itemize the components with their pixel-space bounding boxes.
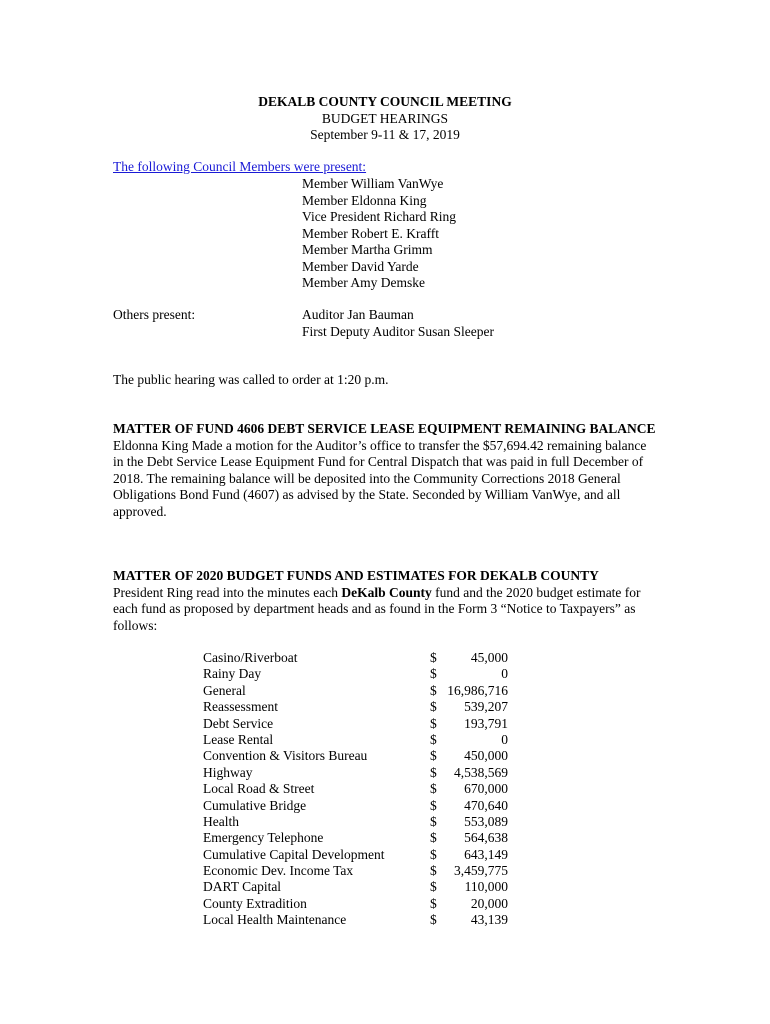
fund-row xyxy=(203,896,508,912)
fund-amount: 564,638 xyxy=(464,830,508,846)
fund-name: General xyxy=(203,682,246,698)
fund-currency: $ xyxy=(430,895,437,911)
member-item: Member Eldonna King xyxy=(302,192,427,208)
fund-name: Debt Service xyxy=(203,715,274,731)
fund-currency: $ xyxy=(430,764,437,780)
fund-currency: $ xyxy=(430,797,437,813)
body-text: fund and the 2020 budget estimate for each fund as proposed by department heads and as found in the Form 3 “Notice to Taxpayers” as follows: xyxy=(113,584,641,633)
fund-name: Health xyxy=(203,813,239,829)
fund-currency: $ xyxy=(430,781,437,797)
fund-currency: $ xyxy=(430,666,437,682)
document-header xyxy=(0,94,770,144)
fund-name: Cumulative Capital Development xyxy=(203,846,385,862)
other-item: First Deputy Auditor Susan Sleeper xyxy=(302,323,494,339)
fund-name: Reassessment xyxy=(203,699,278,715)
fund-name: Rainy Day xyxy=(203,666,262,682)
fund-row xyxy=(203,912,508,928)
call-to-order-text: The public hearing was called to order at 1:20 p.m. xyxy=(113,372,389,387)
fund-row xyxy=(203,814,508,830)
member-item: Member Robert E. Krafft xyxy=(302,225,439,241)
fund-name: Lease Rental xyxy=(203,731,274,747)
section-fund-4606 xyxy=(113,421,658,520)
others-list xyxy=(302,307,494,340)
fund-currency: $ xyxy=(430,912,437,928)
fund-name: DART Capital xyxy=(203,879,282,895)
fund-name: Highway xyxy=(203,764,253,780)
fund-amount: 643,149 xyxy=(464,846,508,862)
section-body xyxy=(113,585,658,635)
body-bold-text: DeKalb County xyxy=(341,584,432,600)
fund-amount: 45,000 xyxy=(470,650,508,665)
fund-currency: $ xyxy=(430,748,437,764)
fund-currency: $ xyxy=(430,650,437,665)
fund-currency: $ xyxy=(430,715,437,731)
fund-currency: $ xyxy=(430,830,437,846)
present-members-label: The following Council Members were present: xyxy=(113,159,367,174)
fund-amount: 43,139 xyxy=(470,912,508,928)
fund-currency: $ xyxy=(430,699,437,715)
fund-row xyxy=(203,683,508,699)
fund-name: Economic Dev. Income Tax xyxy=(203,863,354,879)
fund-currency: $ xyxy=(430,863,437,879)
member-item: Member David Yarde xyxy=(302,258,419,274)
member-item: Member Martha Grimm xyxy=(302,242,433,257)
fund-row xyxy=(203,650,508,666)
section-heading: MATTER OF FUND 4606 DEBT SERVICE LEASE EQUIPMENT REMAINING BALANCE xyxy=(113,421,656,436)
fund-name: County Extradition xyxy=(203,895,307,911)
fund-row xyxy=(203,765,508,781)
fund-row xyxy=(203,666,508,682)
fund-row xyxy=(203,798,508,814)
document-date: September 9-11 & 17, 2019 xyxy=(310,127,460,142)
fund-amount: 539,207 xyxy=(464,699,508,715)
fund-amount: 3,459,775 xyxy=(454,863,508,879)
fund-currency: $ xyxy=(430,879,437,895)
fund-name: Cumulative Bridge xyxy=(203,797,307,813)
fund-amount: 4,538,569 xyxy=(454,764,508,780)
others-present-label: Others present: xyxy=(113,307,196,322)
fund-name: Local Health Maintenance xyxy=(203,912,347,928)
section-heading: MATTER OF 2020 BUDGET FUNDS AND ESTIMATES FOR DEKALB COUNTY xyxy=(113,568,599,583)
other-item: Auditor Jan Bauman xyxy=(302,307,414,322)
document-title: DEKALB COUNTY COUNCIL MEETING xyxy=(258,94,512,109)
fund-currency: $ xyxy=(430,813,437,829)
fund-row xyxy=(203,732,508,748)
fund-row xyxy=(203,699,508,715)
fund-currency: $ xyxy=(430,682,437,698)
fund-amount: 470,640 xyxy=(464,797,508,813)
fund-name: Convention & Visitors Bureau xyxy=(203,748,368,764)
fund-amount: 110,000 xyxy=(464,879,508,895)
document-subtitle: BUDGET HEARINGS xyxy=(321,110,449,126)
fund-amount: 193,791 xyxy=(464,715,508,731)
fund-row xyxy=(203,748,508,764)
fund-name: Local Road & Street xyxy=(203,781,315,797)
fund-row xyxy=(203,847,508,863)
fund-amount: 553,089 xyxy=(464,813,508,829)
fund-row xyxy=(203,830,508,846)
fund-name: Emergency Telephone xyxy=(203,830,324,846)
fund-row xyxy=(203,716,508,732)
funds-table xyxy=(203,650,508,929)
fund-amount: 450,000 xyxy=(464,748,508,764)
fund-name: Casino/Riverboat xyxy=(203,650,298,665)
fund-amount: 0 xyxy=(501,731,508,747)
member-item: Member Amy Demske xyxy=(302,275,425,290)
fund-currency: $ xyxy=(430,731,437,747)
fund-row xyxy=(203,879,508,895)
members-list xyxy=(302,176,456,292)
fund-amount: 20,000 xyxy=(470,895,508,911)
member-item: Member William VanWye xyxy=(302,176,444,191)
section-body: Eldonna King Made a motion for the Auditor’s office to transfer the $57,694.42 remaining balance in the Debt Service Lease Equipment Fund for Central Dispatch that was paid in full December of 2018. The remaining balance will be deposited into the Community Corrections 2018 General Obligations Bond Fund (4607) as advised by the State. Seconded by William VanWye, and all approved. xyxy=(113,437,647,519)
fund-amount: 0 xyxy=(501,666,508,682)
fund-row xyxy=(203,863,508,879)
body-text: President Ring read into the minutes each xyxy=(113,584,342,600)
section-budget-funds xyxy=(113,568,658,634)
member-item: Vice President Richard Ring xyxy=(302,209,457,224)
fund-amount: 16,986,716 xyxy=(447,682,508,698)
fund-row xyxy=(203,781,508,797)
fund-amount: 670,000 xyxy=(464,781,508,797)
fund-currency: $ xyxy=(430,846,437,862)
